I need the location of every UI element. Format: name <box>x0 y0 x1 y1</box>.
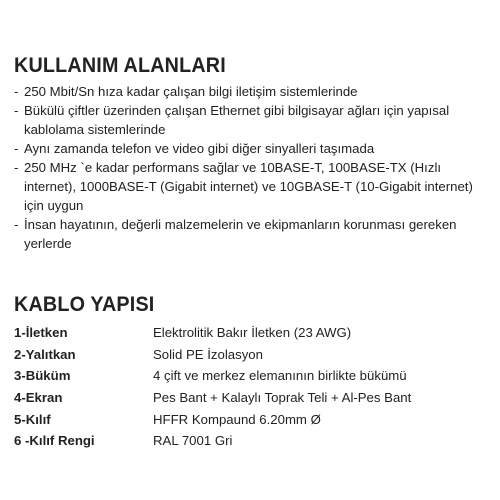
usage-areas-heading: KULLANIM ALANLARI <box>14 54 226 77</box>
table-row <box>14 365 489 387</box>
spec-value: HFFR Kompaund 6.20mm Ø <box>153 411 321 427</box>
list-item <box>14 139 489 158</box>
usage-item-text: 250 MHz `e kadar performans sağlar ve 10BASE-T, 100BASE-TX (Hızlı internet), 1000BASE-T (Gigabit internet) ve 10GBASE-T (10-Gigabit internet) için uygun <box>24 160 473 213</box>
bullet-dash: - <box>14 141 19 156</box>
spec-value: Pes Bant + Kalaylı Toprak Teli + Al-Pes Bant <box>153 390 412 406</box>
spec-key: 4-Ekran <box>14 390 63 406</box>
table-row <box>14 387 489 409</box>
cable-structure-table <box>14 322 489 452</box>
spec-value: Solid PE İzolasyon <box>153 346 263 362</box>
spec-key: 1-İletken <box>14 325 68 341</box>
spec-key: 6 -Kılıf Rengi <box>14 433 95 449</box>
usage-areas-list <box>14 82 489 253</box>
list-item <box>14 82 489 101</box>
usage-item-text: İnsan hayatının, değerli malzemelerin ve ekipmanların korunması gereken yerlerde <box>24 217 457 251</box>
list-item <box>14 215 489 253</box>
usage-item-text: 250 Mbit/Sn hıza kadar çalışan bilgi iletişim sistemlerinde <box>24 84 358 99</box>
spec-key: 2-Yalıtkan <box>14 346 76 362</box>
spec-key: 3-Büküm <box>14 368 71 384</box>
spec-value: 4 çift ve merkez elemanının birlikte bükümü <box>153 368 407 384</box>
cable-structure-heading: KABLO YAPISI <box>14 293 155 316</box>
bullet-dash: - <box>14 84 19 99</box>
table-row <box>14 430 489 452</box>
spec-value: RAL 7001 Gri <box>153 433 233 449</box>
list-item <box>14 101 489 139</box>
bullet-dash: - <box>14 103 19 118</box>
spec-value: Elektrolitik Bakır İletken (23 AWG) <box>153 325 352 341</box>
usage-item-text: Aynı zamanda telefon ve video gibi diğer sinyalleri taşımada <box>24 141 375 156</box>
bullet-dash: - <box>14 217 19 232</box>
list-item <box>14 158 489 215</box>
table-row <box>14 344 489 366</box>
table-row <box>14 322 489 344</box>
bullet-dash: - <box>14 160 19 175</box>
spec-key: 5-Kılıf <box>14 411 51 427</box>
usage-item-text: Bükülü çiftler üzerinden çalışan Ethernet gibi bilgisayar ağları için yapısal kablolama sistemlerinde <box>24 103 450 137</box>
table-row <box>14 408 489 430</box>
